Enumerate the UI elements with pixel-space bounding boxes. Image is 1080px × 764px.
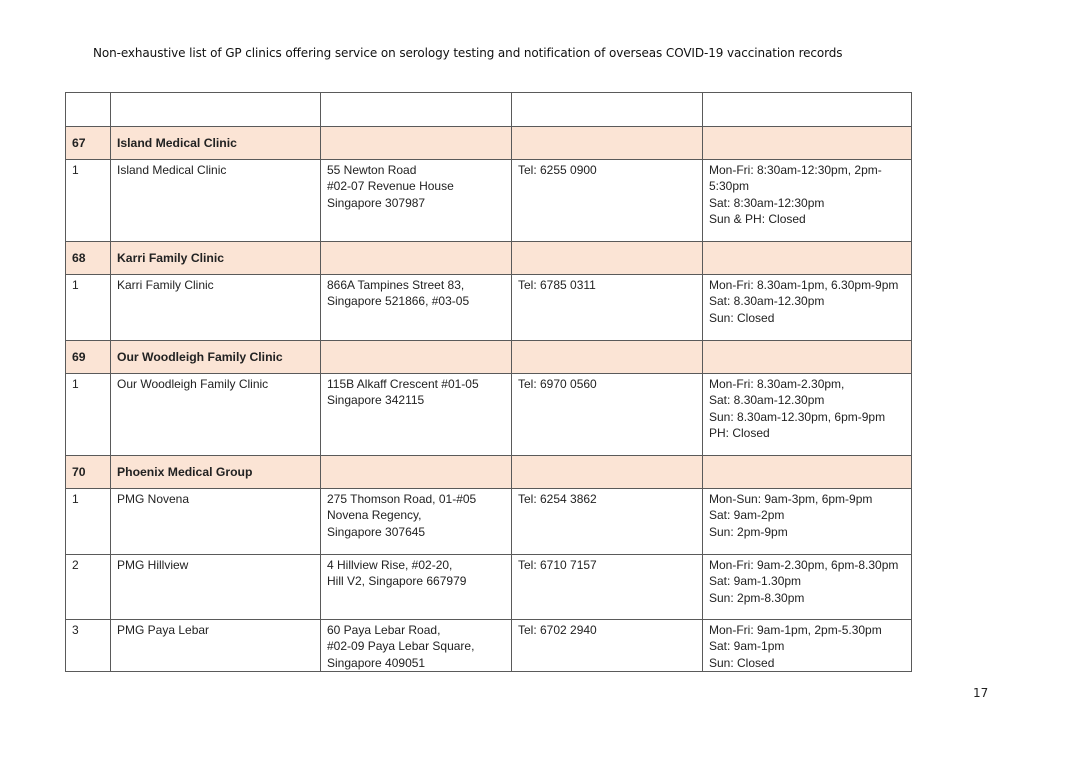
address-line: Hill V2, Singapore 667979 (327, 574, 467, 589)
clinic-entry-row (66, 160, 912, 242)
hours-line: Sun: 2pm-9pm (709, 524, 788, 539)
blank-cell (703, 242, 912, 275)
group-number: 70 (66, 456, 111, 489)
clinic-name: Island Medical Clinic (111, 160, 321, 242)
group-name: Karri Family Clinic (111, 242, 321, 275)
blank-cell (321, 456, 512, 489)
hours-line: Mon-Fri: 9am-1pm, 2pm-5.30pm (709, 623, 882, 637)
entry-index: 2 (66, 555, 111, 620)
clinic-entry-row (66, 620, 912, 672)
clinic-tel: Tel: 6702 2940 (512, 620, 703, 672)
clinic-hours (703, 160, 912, 242)
hours-line: Mon-Fri: 8:30am-12:30pm, 2pm- (709, 163, 882, 177)
clinic-address (321, 160, 512, 242)
blank-cell (111, 93, 321, 127)
group-name: Island Medical Clinic (111, 127, 321, 160)
entry-index: 3 (66, 620, 111, 672)
address-line: 866A Tampines Street 83, (327, 278, 465, 292)
clinic-group-row (66, 456, 912, 489)
clinic-tel: Tel: 6785 0311 (512, 275, 703, 341)
hours-line: Mon-Fri: 9am-2.30pm, 6pm-8.30pm (709, 558, 899, 572)
group-name: Phoenix Medical Group (111, 456, 321, 489)
address-line: #02-07 Revenue House (327, 179, 454, 194)
blank-cell (703, 341, 912, 374)
blank-cell (703, 127, 912, 160)
blank-cell (512, 456, 703, 489)
hours-line: Mon-Fri: 8.30am-2.30pm, (709, 377, 845, 391)
address-line: #02-09 Paya Lebar Square, (327, 639, 475, 654)
blank-cell (512, 127, 703, 160)
clinic-hours (703, 620, 912, 672)
hours-line: Sat: 8:30am-12:30pm (709, 195, 825, 210)
hours-line: Sun: 2pm-8.30pm (709, 590, 805, 605)
clinic-table (65, 92, 912, 672)
clinic-tel: Tel: 6255 0900 (512, 160, 703, 242)
blank-cell (512, 93, 703, 127)
group-number: 68 (66, 242, 111, 275)
clinic-address (321, 489, 512, 555)
address-line: 55 Newton Road (327, 163, 417, 177)
address-line: Novena Regency, (327, 508, 422, 523)
blank-cell (66, 93, 111, 127)
clinic-address (321, 275, 512, 341)
address-line: 60 Paya Lebar Road, (327, 623, 441, 637)
blank-cell (321, 93, 512, 127)
blank-cell (703, 456, 912, 489)
entry-index: 1 (66, 489, 111, 555)
group-number: 67 (66, 127, 111, 160)
clinic-address (321, 555, 512, 620)
address-line: Singapore 342115 (327, 393, 425, 408)
hours-line: Sun: 8.30am-12.30pm, 6pm-9pm (709, 409, 886, 424)
blank-cell (512, 341, 703, 374)
group-number: 69 (66, 341, 111, 374)
hours-line: Sat: 9am-2pm (709, 508, 785, 523)
clinic-table-body (66, 93, 912, 672)
blank-cell (703, 93, 912, 127)
clinic-entry-row (66, 489, 912, 555)
clinic-address (321, 620, 512, 672)
entry-index: 1 (66, 160, 111, 242)
hours-line: Sat: 8.30am-12.30pm (709, 393, 825, 408)
clinic-entry-row (66, 275, 912, 341)
address-line: 4 Hillview Rise, #02-20, (327, 558, 453, 572)
clinic-group-row (66, 242, 912, 275)
clinic-name: PMG Hillview (111, 555, 321, 620)
clinic-name: PMG Paya Lebar (111, 620, 321, 672)
blank-cell (512, 242, 703, 275)
clinic-hours (703, 555, 912, 620)
hours-line: 5:30pm (709, 179, 750, 194)
document-title: Non-exhaustive list of GP clinics offering service on serology testing and notification of overseas COVID-19 vaccination records (93, 46, 843, 60)
address-line: Singapore 521866, #03-05 (327, 294, 470, 309)
clinic-name: Our Woodleigh Family Clinic (111, 374, 321, 456)
clinic-entry-row (66, 374, 912, 456)
entry-index: 1 (66, 275, 111, 341)
hours-line: Sat: 9am-1pm (709, 639, 785, 654)
page-number: 17 (973, 686, 989, 700)
clinic-entry-row (66, 555, 912, 620)
clinic-hours (703, 489, 912, 555)
clinic-name: Karri Family Clinic (111, 275, 321, 341)
hours-line: Mon-Sun: 9am-3pm, 6pm-9pm (709, 492, 873, 506)
blank-cell (321, 127, 512, 160)
header-blank-row (66, 93, 912, 127)
address-line: 275 Thomson Road, 01-#05 (327, 492, 477, 506)
clinic-hours (703, 275, 912, 341)
clinic-tel: Tel: 6254 3862 (512, 489, 703, 555)
hours-line: Mon-Fri: 8.30am-1pm, 6.30pm-9pm (709, 278, 899, 292)
hours-line: Sat: 9am-1.30pm (709, 574, 802, 589)
clinic-hours (703, 374, 912, 456)
clinic-group-row (66, 341, 912, 374)
hours-line: Sun: Closed (709, 310, 775, 325)
address-line: Singapore 307645 (327, 524, 426, 539)
clinic-tel: Tel: 6970 0560 (512, 374, 703, 456)
hours-line: Sat: 8.30am-12.30pm (709, 294, 825, 309)
clinic-group-row (66, 127, 912, 160)
clinic-name: PMG Novena (111, 489, 321, 555)
hours-line: PH: Closed (709, 425, 770, 440)
clinic-address (321, 374, 512, 456)
blank-cell (321, 341, 512, 374)
group-name: Our Woodleigh Family Clinic (111, 341, 321, 374)
entry-index: 1 (66, 374, 111, 456)
address-line: Singapore 409051 (327, 655, 426, 670)
hours-line: Sun: Closed (709, 655, 775, 670)
blank-cell (321, 242, 512, 275)
address-line: Singapore 307987 (327, 195, 426, 210)
hours-line: Sun & PH: Closed (709, 211, 806, 226)
address-line: 115B Alkaff Crescent #01-05 (327, 377, 479, 391)
clinic-tel: Tel: 6710 7157 (512, 555, 703, 620)
